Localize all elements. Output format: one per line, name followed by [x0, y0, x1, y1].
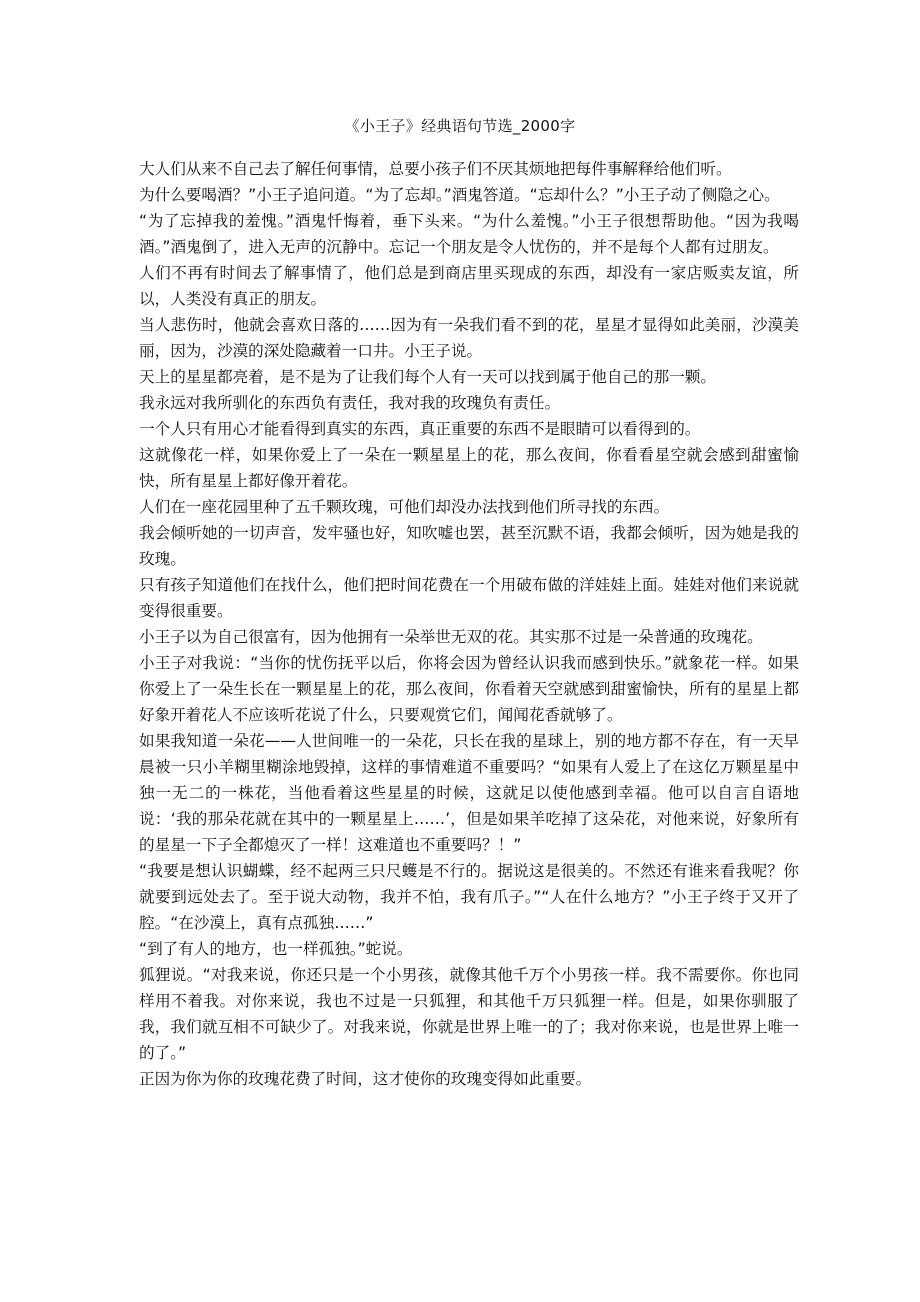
paragraph: 当人悲伤时，他就会喜欢日落的……因为有一朵我们看不到的花，星星才显得如此美丽，沙漠美丽，因为，沙漠的深处隐藏着一口井。小王子说。	[139, 316, 799, 360]
paragraph: 小王子以为自己很富有，因为他拥有一朵举世无双的花。其实那不过是一朵普通的玫瑰花。	[139, 628, 763, 646]
paragraph: 小王子对我说：“当你的忧伤抚平以后，你将会因为曾经认识我而感到快乐。”就象花一样。如果你爱上了一朵生长在一颗星星上的花，那么夜间，你看着天空就感到甜蜜愉快，所有的星星上都好象开着花人不应该听花说了什么，只要观赏它们，闻闻花香就够了。	[139, 654, 799, 724]
paragraph: “我要是想认识蝴蝶，经不起两三只尺蠖是不行的。据说这是很美的。不然还有谁来看我呢？你就要到远处去了。至于说大动物，我并不怕，我有爪子。”“人在什么地方？”小王子终于又开了腔。“在沙漠上，真有点孤独……”	[139, 862, 799, 932]
paragraph: 大人们从来不自己去了解任何事情，总要小孩子们不厌其烦地把每件事解释给他们听。	[139, 160, 732, 178]
paragraph: 人们不再有时间去了解事情了，他们总是到商店里买现成的东西，却没有一家店贩卖友谊，所以，人类没有真正的朋友。	[139, 264, 799, 308]
page-title: 《小王子》经典语句节选_2000字	[344, 117, 576, 135]
paragraph: 我会倾听她的一切声音，发牢骚也好，知吹嘘也罢，甚至沉默不语，我都会倾听，因为她是我的玫瑰。	[139, 524, 799, 568]
paragraph: “到了有人的地方，也一样孤独。”蛇说。	[139, 940, 413, 958]
paragraph: 一个人只有用心才能看得到真实的东西，真正重要的东西不是眼睛可以看得到的。	[139, 420, 701, 438]
paragraph: “为了忘掉我的羞愧。”酒鬼忏悔着，垂下头来。“为什么羞愧。”小王子很想帮助他。“因为我喝酒。”酒鬼倒了，进入无声的沉静中。忘记一个朋友是令人忧伤的，并不是每个人都有过朋友。	[139, 212, 799, 256]
paragraph: 人们在一座花园里种了五千颗玫瑰，可他们却没办法找到他们所寻找的东西。	[139, 498, 670, 516]
paragraph: 只有孩子知道他们在找什么，他们把时间花费在一个用破布做的洋娃娃上面。娃娃对他们来说就变得很重要。	[139, 576, 799, 620]
paragraph: 为什么要喝酒？”小王子追问道。“为了忘却。”酒鬼答道。“忘却什么？”小王子动了侧隐之心。	[139, 186, 780, 204]
paragraph: 我永远对我所驯化的东西负有责任，我对我的玫瑰负有责任。	[139, 394, 561, 412]
paragraph: 狐狸说。“对我来说，你还只是一个小男孩，就像其他千万个小男孩一样。我不需要你。你也同样用不着我。对你来说，我也不过是一只狐狸，和其他千万只狐狸一样。但是，如果你驯服了我，我们就互相不可缺少了。对我来说，你就是世界上唯一的了；我对你来说，也是世界上唯一的了。”	[139, 966, 799, 1062]
paragraph: 正因为你为你的玫瑰花费了时间，这才使你的玫瑰变得如此重要。	[139, 1070, 592, 1088]
paragraph: 天上的星星都亮着，是不是为了让我们每个人有一天可以找到属于他自己的那一颗。	[139, 368, 716, 386]
paragraph: 如果我知道一朵花——人世间唯一的一朵花，只长在我的星球上，别的地方都不存在，有一天早晨被一只小羊糊里糊涂地毁掉，这样的事情难道不重要吗？“如果有人爱上了在这亿万颗星星中独一无二的一株花，当他看着这些星星的时候，这就足以使他感到幸福。他可以自言自语地说：‘我的那朵花就在其中的一颗星星上……’，但是如果羊吃掉了这朵花，对他来说，好象所有的星星一下子全都熄灭了一样！这难道也不重要吗？！”	[139, 732, 799, 854]
paragraph: 这就像花一样，如果你爱上了一朵在一颗星星上的花，那么夜间，你看看星空就会感到甜蜜愉快，所有星星上都好像开着花。	[139, 446, 799, 490]
document-body	[139, 156, 799, 1092]
